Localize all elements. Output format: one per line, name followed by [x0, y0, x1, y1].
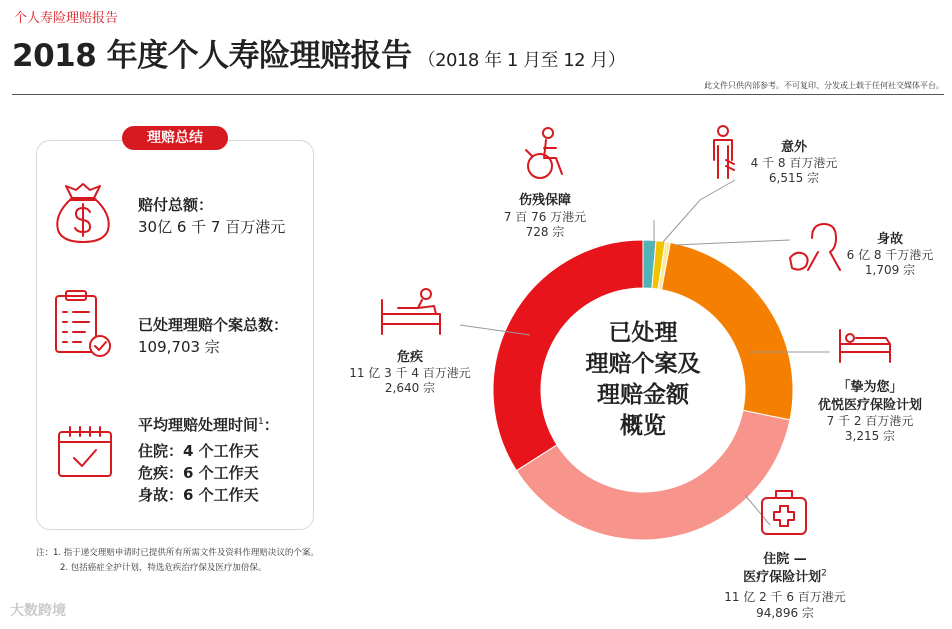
- zhiweinin-name-2: 优悦医疗保险计划: [817, 398, 922, 413]
- hospital-name-2: [710, 566, 860, 585]
- bed-patient-icon: [378, 286, 444, 338]
- watermark: 大数跨境: [10, 603, 66, 619]
- center-line-2: 理赔个案及: [585, 351, 701, 377]
- hospital-bed-icon: [836, 326, 894, 366]
- total-paid-value: 30亿 6 千 7 百万港元: [138, 218, 286, 236]
- critical-cases: 2,640 宗: [384, 381, 436, 395]
- footnote-marker-2: 2: [821, 568, 827, 579]
- wheelchair-icon: [518, 126, 570, 182]
- critical-name: 危疾: [396, 350, 423, 365]
- disability-name: 伤残保障: [518, 193, 571, 208]
- accident-name: 意外: [780, 140, 807, 155]
- disability-cases: 728 宗: [525, 225, 565, 239]
- processing-time-text: 平均理赔处理时间: [138, 416, 259, 434]
- death-name: 身故: [876, 232, 903, 247]
- footnote-2: 2. 包括癌症全护计划，特选危疾治疗保及医疗加倍保。: [60, 563, 267, 573]
- donut-center-title: [558, 318, 728, 442]
- footnote-marker-1: 1: [258, 417, 264, 427]
- hospital-amount: 11 亿 2 千 6 百万港元: [724, 590, 846, 604]
- leader-accident: [663, 180, 735, 242]
- time-critical: 危疾：6 个工作天: [138, 464, 259, 482]
- footnote-1: 注：1. 指于递交理赔申请时已提供所有所需文件及资料作理赔决议的个案。: [36, 548, 319, 558]
- mourning-icon: [786, 218, 844, 274]
- injured-person-icon: [706, 124, 740, 182]
- hospital-cases: 94,896 宗: [756, 606, 814, 620]
- section-label: 个人寿险理赔报告: [14, 11, 119, 26]
- center-line-3: 理赔金额: [597, 382, 689, 408]
- cases-label: 已处理理赔个案总数：: [138, 316, 289, 334]
- time-hospital: 住院：4 个工作天: [138, 442, 259, 460]
- summary-heading: 理赔总结: [122, 126, 228, 150]
- time-death: 身故：6 个工作天: [138, 486, 259, 504]
- center-line-4: 概览: [620, 413, 666, 439]
- accident-cases: 6,515 宗: [768, 171, 820, 185]
- title-text: 2018 年度个人寿险理赔报告: [12, 38, 412, 74]
- zhiweinin-name-1: 「挚为您」: [837, 380, 903, 395]
- hospital-name-1: 住院 —: [763, 552, 807, 567]
- accident-amount: 4 千 8 百万港元: [750, 156, 838, 170]
- death-amount: 6 亿 8 千万港元: [846, 248, 934, 262]
- zhiweinin-cases: 3,215 宗: [844, 429, 896, 443]
- disability-amount: 7 百 76 万港元: [503, 210, 587, 224]
- zhiweinin-amount: 7 千 2 百万港元: [826, 414, 914, 428]
- center-line-1: 已处理: [608, 320, 678, 346]
- processing-time-colon: ：: [263, 416, 279, 434]
- title-period: （2018 年 1 月至 12 月）: [417, 50, 626, 71]
- cases-value: 109,703 宗: [138, 338, 220, 356]
- medical-kit-icon: [758, 486, 810, 538]
- death-cases: 1,709 宗: [864, 263, 916, 277]
- confidential-notice: 此文件只供内部参考。不可复印、分发或上载于任何社交媒体平台。: [704, 81, 944, 90]
- total-paid-label: 赔付总额：: [138, 196, 214, 214]
- leader-death: [675, 240, 790, 245]
- hospital-name-2-text: 医疗保险计划: [743, 570, 822, 585]
- critical-amount: 11 亿 3 千 4 百万港元: [349, 366, 471, 380]
